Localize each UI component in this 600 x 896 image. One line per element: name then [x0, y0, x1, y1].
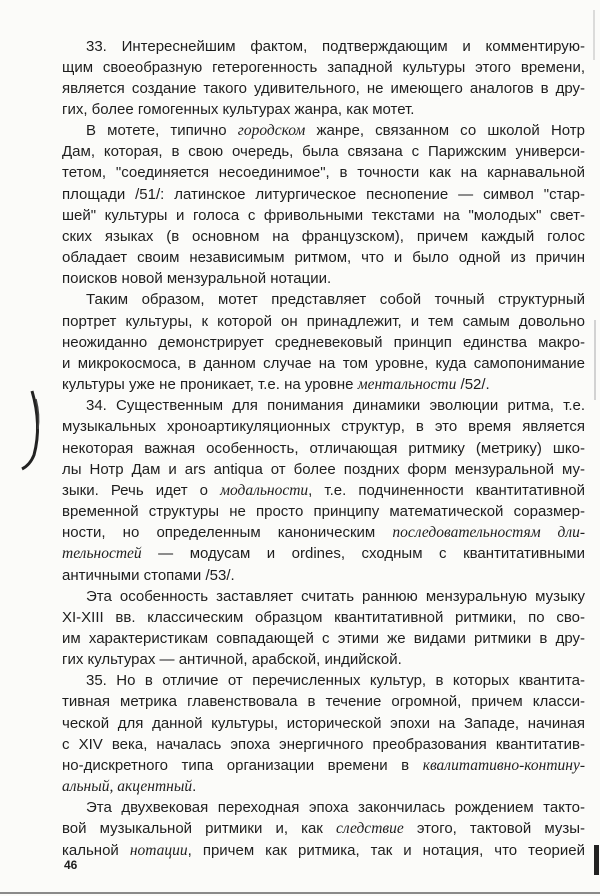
text-line [62, 162, 585, 183]
text-segment: кальной [62, 841, 130, 859]
text-line [62, 480, 585, 501]
text-segment: 35. Но в отличие от перечисленных культур, в которых квантита- [86, 672, 585, 690]
text-segment: но-дискретного типа организации времени в [62, 756, 423, 774]
text-segment: гих, более гомогенных культурах жанра, как мотет. [62, 100, 415, 118]
text-line [86, 120, 585, 141]
italic-text: квалитативно-контину- [422, 756, 585, 774]
text-segment: Дам, которая, в свою очередь, была связана с Парижским универси- [62, 143, 585, 161]
italic-text: ментальности [357, 376, 457, 394]
text-segment: им характеристикам совпадающей с этими же видами ритмики в дру- [62, 629, 585, 647]
text-line [62, 268, 585, 289]
text-segment: В мотете, типично [86, 122, 238, 140]
text-segment: ческой для данной культуры, исторической эпохи на Западе, начиная [62, 714, 585, 732]
text-segment: — модусам и ordines, сходным с квантитативными [141, 545, 585, 563]
text-line [62, 543, 585, 564]
text-segment: и микрокосмоса, в данном случае на том уровне, куда самопонимание [62, 354, 585, 372]
text-line [62, 141, 585, 162]
text-segment: временной структуры не просто принципу математической соразмер- [62, 503, 585, 521]
text-line [62, 438, 585, 459]
text-segment: 33. Интереснейшим фактом, подтверждающим и комментирую- [86, 37, 585, 55]
italic-text: тельностей [62, 545, 142, 563]
text-segment: тивная метрика главенствовала в течение огромной, причем класси- [62, 693, 585, 711]
text-segment: /52/. [456, 376, 490, 394]
text-line [62, 353, 585, 374]
text-line [62, 818, 585, 839]
italic-text: нотации [129, 841, 188, 859]
text-line [86, 289, 585, 310]
page-bottom-edge [0, 892, 600, 894]
text-segment: поисков новой мензуральной нотации. [62, 270, 332, 288]
text-line [86, 395, 585, 416]
text-line [86, 586, 585, 607]
text-segment: ских языках (в основном на французском), причем каждый голос [62, 227, 585, 245]
text-segment: зыки. Речь идет о [62, 481, 221, 499]
text-line [62, 416, 585, 437]
text-line [62, 501, 585, 522]
text-segment: обладает своим независимым ритмом, что и было одной из причин [62, 249, 585, 267]
text-line [62, 57, 585, 78]
text-line [62, 184, 585, 205]
text-line [62, 205, 585, 226]
page-number: 46 [64, 858, 78, 872]
text-segment: некоторая важная особенность, отличающая ритмику (метрику) шко- [62, 439, 585, 457]
text-segment: ности, но определенным каноническим [62, 524, 393, 542]
text-segment: XI-XIII вв. классическим образцом квантитативной ритмики, по сво- [62, 608, 585, 626]
text-line [62, 311, 585, 332]
scan-artifact-bracket-icon [20, 385, 50, 475]
text-segment: Таким образом, мотет представляет собой точный структурный [86, 291, 585, 309]
italic-text: последовательностям дли- [392, 524, 585, 542]
text-segment: , причем как ритмика, так и нотация, что теорией [187, 841, 585, 859]
text-line [62, 691, 585, 712]
text-line [62, 332, 585, 353]
text-segment: , т.е. подчиненности квантитативной [308, 481, 585, 499]
text-segment: щим своеобразную гетерогенность западной культуры этого времени, [62, 58, 585, 76]
italic-text: городском [237, 122, 306, 140]
text-line [62, 522, 585, 543]
text-segment: Эта особенность заставляет считать раннюю мензуральную музыку [86, 587, 585, 605]
text-line [62, 607, 585, 628]
scan-edge-marks [588, 0, 600, 896]
italic-text: следствие [335, 820, 404, 838]
text-line [62, 78, 585, 99]
text-segment: античными стопами /53/. [62, 566, 235, 584]
text-line [62, 628, 585, 649]
text-segment: этого, тактовой музы- [403, 820, 585, 838]
text-line [62, 840, 585, 861]
text-segment: культуры уже не проникает, т.е. на уровне [62, 376, 358, 394]
text-segment: музыкальных хроноартикуляционных структур, в это время является [62, 418, 585, 436]
text-line [62, 649, 585, 670]
text-segment: 34. Существенным для понимания динамики эволюции ритма, т.е. [86, 397, 585, 415]
text-segment: . [192, 778, 197, 796]
text-segment: тетом, "соединяется несоединимое", в точности как на карнавальной [62, 164, 585, 182]
italic-text: модальности [220, 481, 309, 499]
text-segment: вой музыкальной ритмики и, как [62, 820, 336, 838]
text-line [62, 734, 585, 755]
text-segment: является создание такого удивительного, не имеющего аналогов в дру- [62, 79, 585, 97]
text-line [86, 36, 585, 57]
text-segment: шей" культуры и голоса с фривольными текстами на "молодых" свет- [62, 206, 585, 224]
text-segment: неожиданно демонстрирует средневековый принцип единства макро- [62, 333, 585, 351]
text-segment: портрет культуры, к которой он принадлежит, и тем самым довольно [62, 312, 585, 330]
text-line [62, 99, 585, 120]
text-line [62, 565, 585, 586]
text-line [62, 247, 585, 268]
text-line [62, 776, 585, 797]
text-segment: площади /51/: латинское литургическое песнопение — символ "стар- [62, 185, 585, 203]
text-line [86, 797, 585, 818]
text-segment: гих культурах — античной, арабской, индийской. [62, 651, 402, 669]
text-segment: с XIV века, началась эпоха энергичного преобразования квантитатив- [62, 735, 585, 753]
text-segment: Эта двухвековая переходная эпоха закончилась рождением такто- [86, 799, 585, 817]
text-line [62, 713, 585, 734]
text-line [62, 459, 585, 480]
text-segment: жанре, связанном со школой Нотр [305, 122, 586, 140]
text-line [62, 374, 585, 395]
text-line [62, 226, 585, 247]
text-segment: лы Нотр Дам и ars antiqua от более поздних форм мензуральной му- [62, 460, 585, 478]
text-line [62, 755, 585, 776]
text-line [86, 670, 585, 691]
italic-text: альный, акцентный [62, 778, 193, 796]
